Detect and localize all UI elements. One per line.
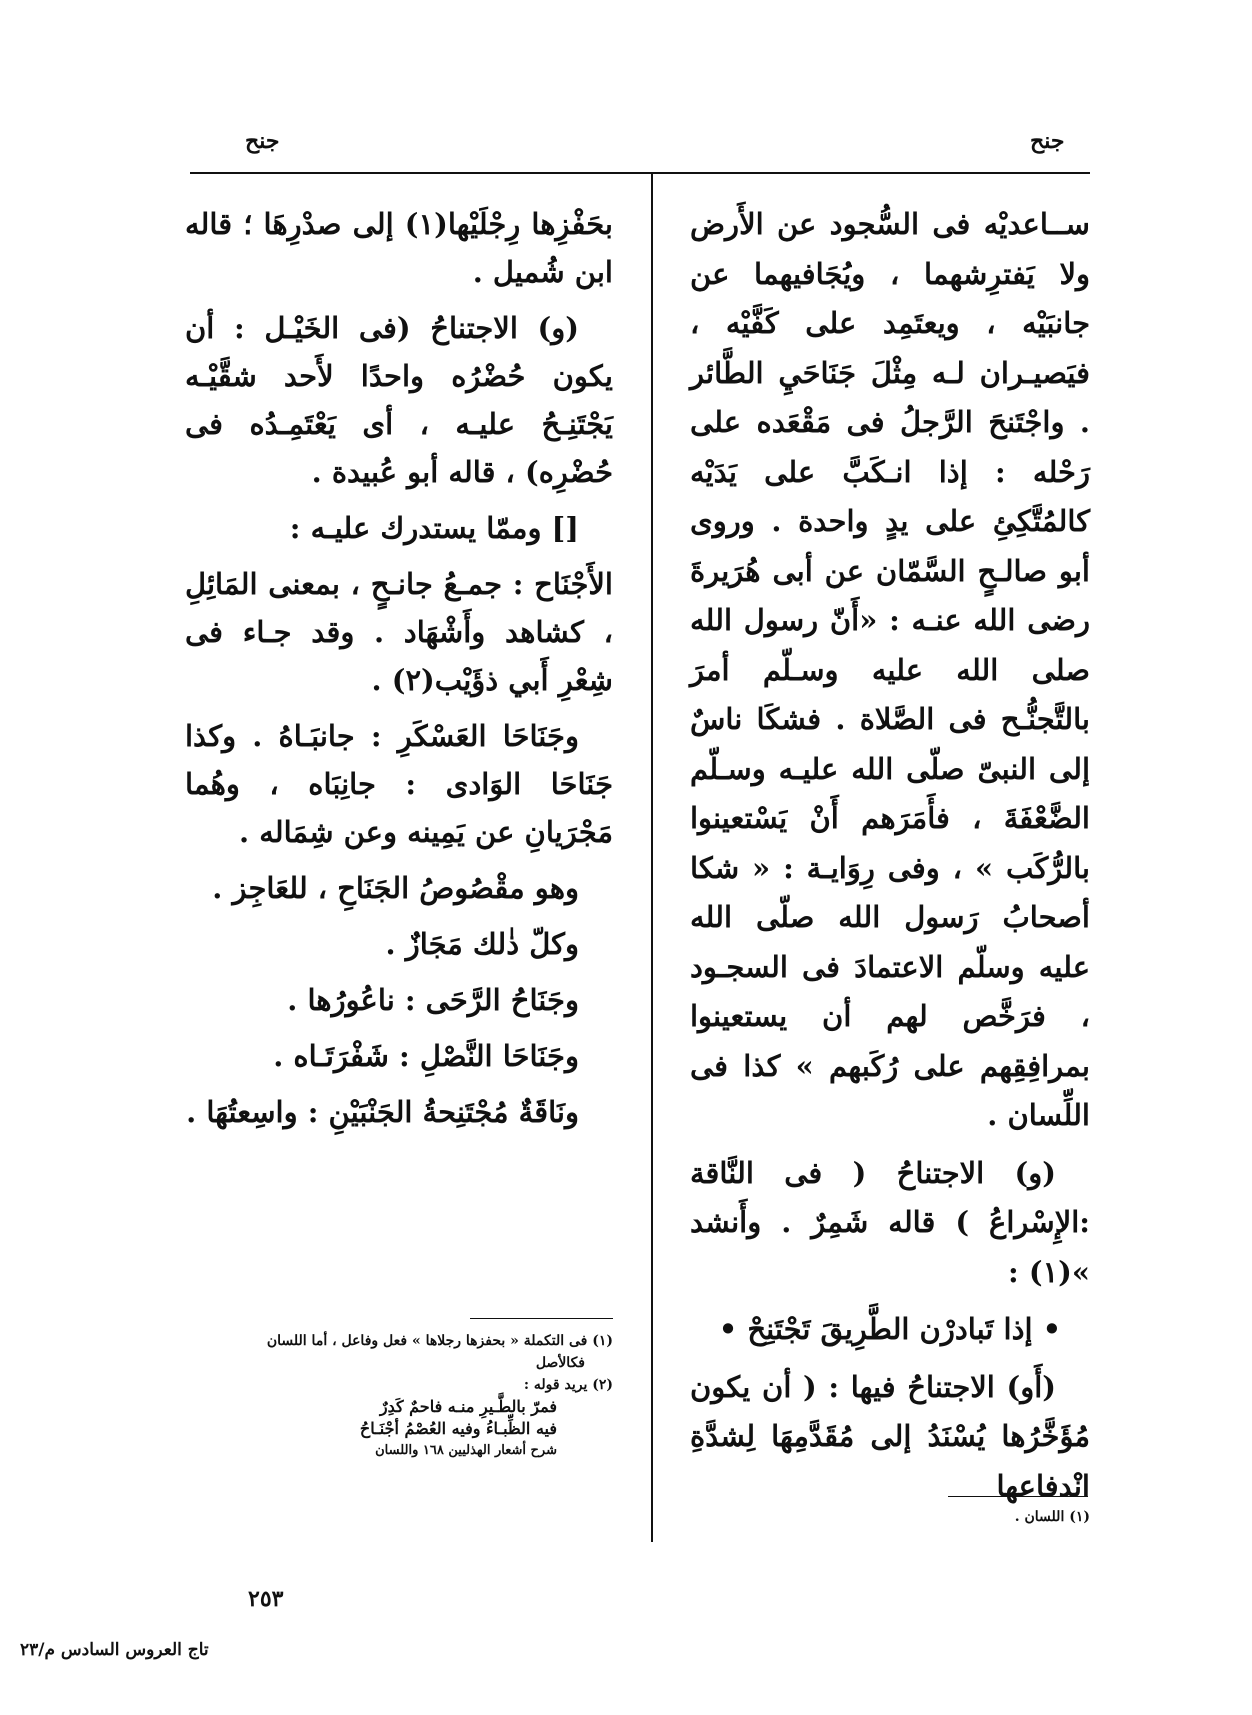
footnote-verse-2: فيه الظِّبـاءُ وفيه العُصْمُ أجْنَـاحُ bbox=[359, 1419, 557, 1438]
left-paragraph-9: وجَنَاحَا النَّصْلِ : شَفْرَتَـاه . bbox=[273, 1039, 579, 1073]
footnote-source: شرح أشعار الهذليين ١٦٨ واللسان bbox=[375, 1443, 557, 1458]
left-column bbox=[185, 200, 613, 1144]
left-paragraph-3: [] وممّا يستدرك عليـه : bbox=[289, 511, 579, 545]
footnote-left-1-cont: فكالأصل bbox=[535, 1355, 585, 1371]
left-paragraph-1: بحَفْزِها رِجْلَيْها(١) إلى صدْرِهَا ؛ قاله ابن شُميل . bbox=[185, 207, 614, 289]
footnote-left-1: (١) فى التكملة « بحفزها رجلاها » فعل وفاعل ، أما اللسان bbox=[266, 1333, 613, 1349]
footnote-right-1: (١) اللسان . bbox=[1014, 1509, 1090, 1525]
left-paragraph-4: الأَجْنَاح : جمـعُ جانـحٍ ، بمعنى المَائِلِ ، كشاهد وأَشْهَاد . وقد جـاء فى شِعْرِ أَبي ذؤَيْب(٢) . bbox=[185, 567, 613, 697]
footnotes-right bbox=[700, 1506, 1090, 1528]
left-paragraph-5: وجَنَاحَا العَسْكَرِ : جانبَـاهُ . وكذا جَنَاحَا الوَادى : جانِبَاه ، وهُما مَجْرَيانِ عن يَمِينه وعن شِمَاله . bbox=[185, 719, 613, 849]
footnotes-left bbox=[185, 1330, 613, 1462]
footnote-left-2: (٢) يريد قوله : bbox=[523, 1377, 613, 1393]
right-column bbox=[690, 200, 1090, 1519]
running-header-right: جنح bbox=[1030, 128, 1065, 154]
column-divider bbox=[651, 172, 653, 1542]
right-verse: • إذا تَبادرْن الطَّرِيقَ تَجْتَنِحْ • bbox=[718, 1312, 1062, 1346]
left-paragraph-10: ونَاقَةٌ مُجْتَنِحةُ الجَنْبَيْنِ : واسِعتُهَا . bbox=[186, 1095, 579, 1129]
left-paragraph-2: (و) الاجتناحُ (فى الخَيْـل : أن يكون حُضْرُه واحدًا لأَحد شقَّيْـه يَجْتَنِـحُ عليـه ، أى يَعْتَمِـدُه فى حُضْرِه) ، قاله أبو عُبيدة . bbox=[185, 311, 613, 489]
right-paragraph-2: (و) الاجتناحُ ( فى النَّاقة :الإِسْراعُ ) قاله شَمِرٌ . وأَنشد »(١) : bbox=[690, 1155, 1090, 1289]
right-paragraph-1: ســاعديْه فى السُّجود عن الأَرض ولا يَفترِشهما ، ويُجَافيهما عن جانبَيْه ، ويعتَمِد على كَفَّيْه ، فيَصيـران لـه مِثْلَ جَنَاحَيِ الطَّائر . واجْتَنحَ الرَّجلُ فى مَقْعَده على رَحْله : إذا انـكَبَّ على يَدَيْه كالمُتَّكِئِ على يدٍ واحدة . وروى أبو صالـحٍ السَّمّان عن أبى هُرَيرةَ رضى الله عنـه : «أَنّ رسول الله صلى الله عليه وسـلّم أمرَ بالتَّجنُّـح فى الصَّلاة . فشكَا ناسٌ إلى النبىّ صلّى الله عليـه وسـلّم الضَّعْفَةَ ، فأَمَرَهم أَنْ يَسْتعينوا بالرُّكَب » ، وفى رِوَايـة : « شكا أصحابُ رَسول الله صلّى الله عليه وسلّم الاعتمادَ فى السجـود ، فرَخَّص لهم أن يستعينوا بمرافِقِهم على رُكَبهم » كذا فى اللِّسان . bbox=[690, 207, 1090, 1132]
header-rule bbox=[190, 172, 1090, 174]
running-header-left: جنح bbox=[245, 128, 280, 154]
footnote-rule-left bbox=[470, 1318, 613, 1319]
right-paragraph-3: (أَو) الاجتناحُ فيها : ( أن يكون مُؤَخَّرُها يُسْنَدُ إلى مُقَدَّمِهَا لِشدَّةِ انْدفاعها bbox=[690, 1369, 1090, 1503]
footnote-rule-right bbox=[948, 1496, 1088, 1497]
left-paragraph-6: وهو مقْصُوصُ الجَنَاحِ ، للعَاجِز . bbox=[212, 871, 579, 905]
left-paragraph-8: وجَنَاحُ الرَّحَى : ناعُورُها . bbox=[287, 983, 579, 1017]
left-paragraph-7: وكلّ ذٰلك مَجَازٌ . bbox=[385, 927, 579, 961]
bottom-signature: تاج العروس السادس م/٢٣ bbox=[20, 1640, 209, 1660]
footnote-verse-1: فمرّ بالطَّـيرِ منـه فاحمٌ كَدِرٌ bbox=[379, 1397, 557, 1416]
page-number: ٢٥٣ bbox=[248, 1586, 284, 1612]
